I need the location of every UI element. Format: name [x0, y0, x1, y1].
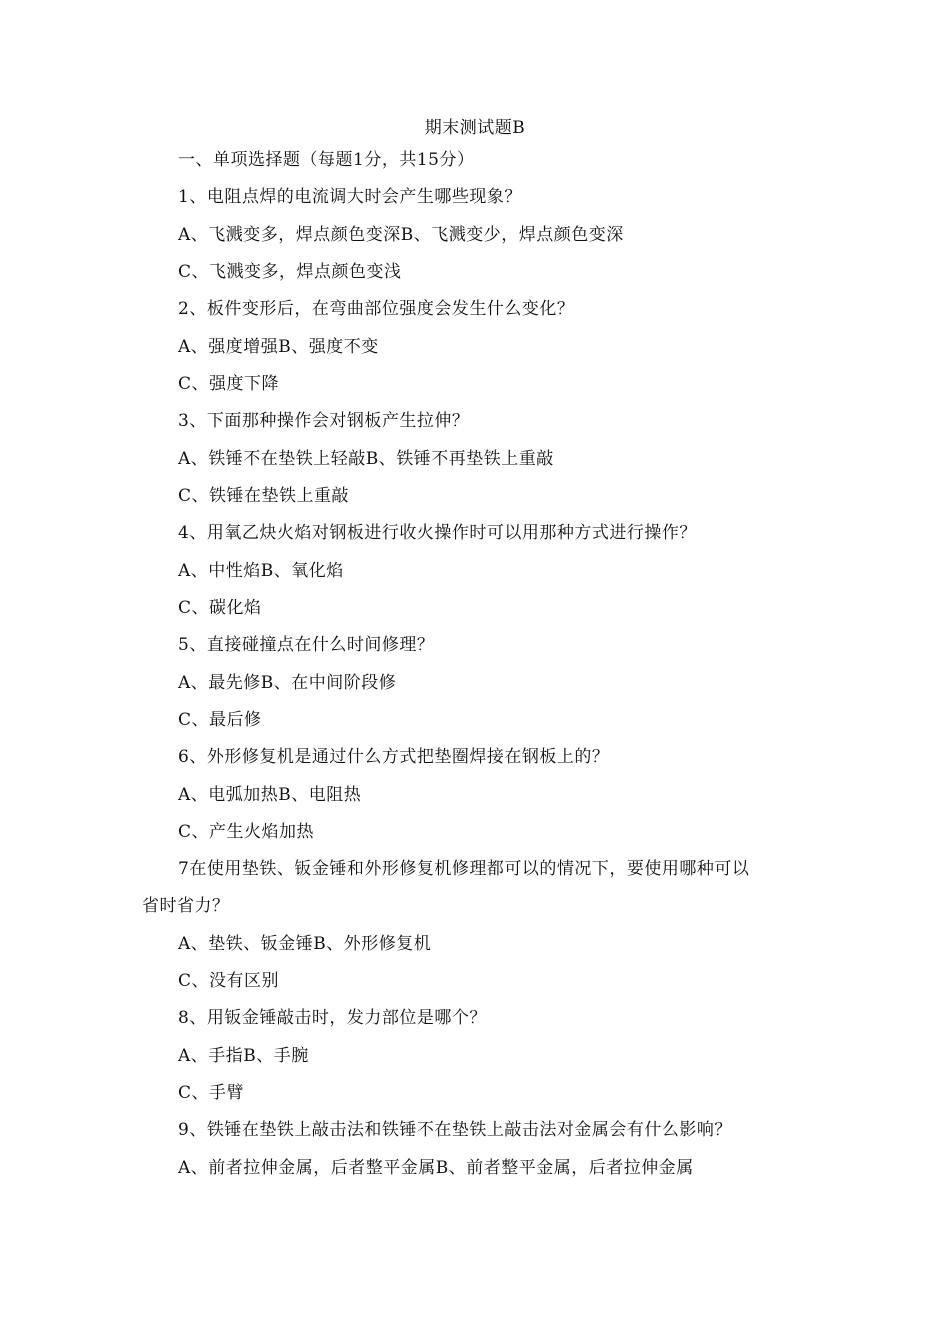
question-5-options-ab: A、最先修B、在中间阶段修 — [178, 673, 397, 693]
question-1-options-ab: A、飞溅变多，焊点颜色变深B、飞溅变少，焊点颜色变深 — [178, 225, 624, 245]
question-9: 9、铁锤在垫铁上敲击法和铁锤不在垫铁上敲击法对金属会有什么影响？ — [178, 1120, 732, 1140]
question-7-option-c: C、没有区别 — [178, 971, 280, 991]
question-4: 4、用氧乙炔火焰对钢板进行收火操作时可以用那种方式进行操作？ — [178, 523, 697, 543]
question-6-option-c: C、产生火焰加热 — [178, 822, 315, 842]
question-4-option-c: C、碳化焰 — [178, 598, 262, 618]
question-1: 1、电阻点焊的电流调大时会产生哪些现象？ — [178, 187, 522, 207]
page-title: 期末测试题B — [424, 118, 526, 138]
section-heading: 一、单项选择题（每题1分，共15分） — [178, 150, 475, 170]
question-2-option-c: C、强度下降 — [178, 374, 280, 394]
question-6: 6、外形修复机是通过什么方式把垫圈焊接在钢板上的？ — [178, 747, 610, 767]
question-4-options-ab: A、中性焰B、氧化焰 — [178, 561, 344, 581]
question-5-option-c: C、最后修 — [178, 710, 262, 730]
question-5: 5、直接碰撞点在什么时间修理？ — [178, 635, 435, 655]
question-2: 2、板件变形后，在弯曲部位强度会发生什么变化？ — [178, 299, 575, 319]
question-6-options-ab: A、电弧加热B、电阻热 — [178, 785, 362, 805]
question-7-options-ab: A、垫铁、钣金锤B、外形修复机 — [178, 934, 432, 954]
question-3-option-c: C、铁锤在垫铁上重敲 — [178, 486, 350, 506]
question-2-options-ab: A、强度增强B、强度不变 — [178, 337, 379, 357]
question-8: 8、用钣金锤敲击时，发力部位是哪个？ — [178, 1008, 487, 1028]
question-8-options-ab: A、手指B、手腕 — [178, 1046, 309, 1066]
question-3-options-ab: A、铁锤不在垫铁上轻敲B、铁锤不再垫铁上重敲 — [178, 449, 554, 469]
question-1-option-c: C、飞溅变多，焊点颜色变浅 — [178, 262, 402, 282]
question-8-option-c: C、手臂 — [178, 1083, 245, 1103]
question-9-options-ab: A、前者拉伸金属，后者整平金属B、前者整平金属，后者拉伸金属 — [178, 1158, 694, 1178]
question-7-continuation: 省时省力？ — [142, 896, 230, 916]
question-3: 3、下面那种操作会对钢板产生拉伸？ — [178, 411, 470, 431]
question-7: 7在使用垫铁、钣金锤和外形修复机修理都可以的情况下，要使用哪种可以 — [178, 859, 750, 879]
